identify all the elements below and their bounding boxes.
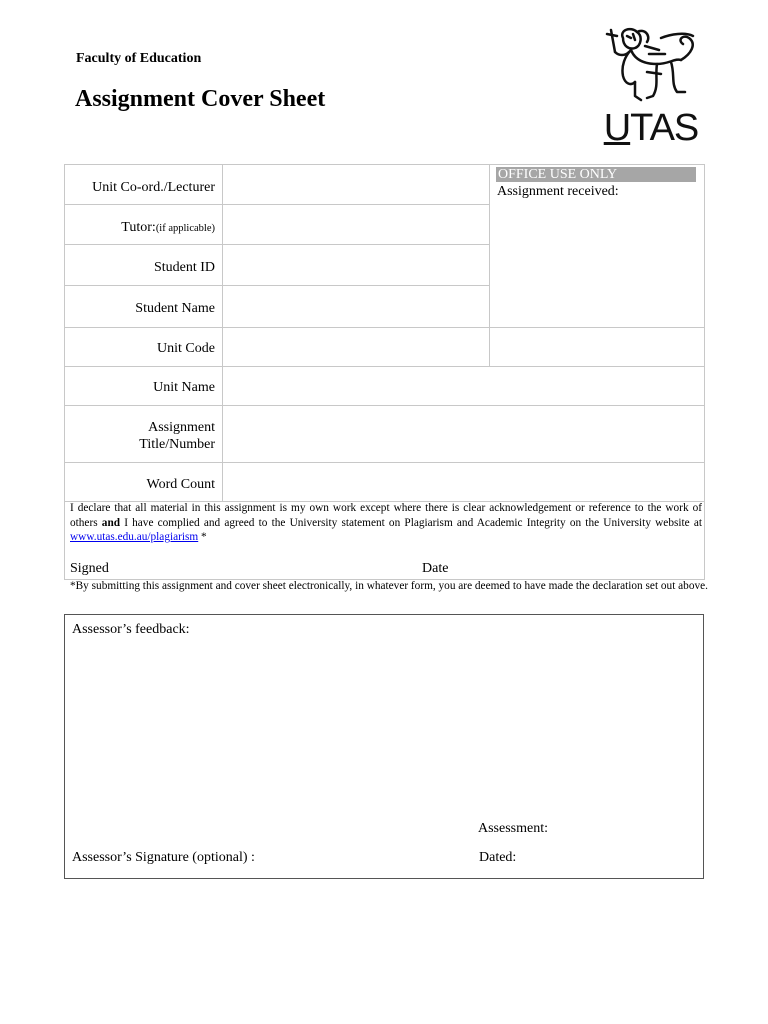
row-label: Word Count [146,477,215,492]
value-student-id[interactable] [223,245,489,285]
row-student-name [64,286,215,327]
utas-wordmark: UTAS [603,107,699,149]
row-label: Assignment [148,420,215,435]
value-assignment-title[interactable] [223,406,704,462]
assessor-signature-label: Assessor’s Signature (optional) : [72,850,255,865]
value-word-count[interactable] [223,463,704,501]
row-unit-coordinator [64,165,215,204]
row-label: Student Name [135,301,215,316]
row-label: Title/Number [139,437,215,452]
row-label: Tutor:(if applicable) [121,220,215,235]
office-divider [489,164,490,367]
value-unit-code[interactable] [223,328,489,366]
signed-label: Signed [70,561,109,576]
assessor-feedback-box [64,614,704,879]
value-tutor[interactable] [223,205,489,244]
row-student-id [64,245,215,285]
row-unit-code [64,328,215,366]
row-label: Unit Co-ord./Lecturer [92,180,215,195]
assessment-label: Assessment: [478,821,548,836]
utas-logo [601,26,701,148]
row-label: Student ID [153,260,215,275]
row-unit-name [64,367,215,405]
page-title: Assignment Cover Sheet [75,86,326,112]
assignment-received-label: Assignment received: [497,184,619,199]
row-label: Unit Code [157,341,215,356]
assessor-feedback-label: Assessor’s feedback: [72,622,190,637]
dated-label: Dated: [479,850,517,865]
value-student-name[interactable] [223,286,489,327]
office-use-heading: OFFICE USE ONLY [496,167,696,182]
lion-crest-icon [601,26,701,110]
value-unit-coordinator[interactable] [223,165,489,204]
row-label: Unit Name [153,380,215,395]
label-note: (if applicable) [155,223,215,234]
value-unit-name[interactable] [223,367,704,405]
row-tutor [64,205,215,244]
faculty-name: Faculty of Education [76,51,202,66]
row-assignment-title [64,406,215,462]
submission-footnote: *By submitting this assignment and cover sheet electronically, in whatever form, you are deemed to have made the declaration set out above. [70,580,708,592]
date-label: Date [422,561,449,576]
row-word-count [64,463,215,501]
declaration-text: I declare that all material in this assignment is my own work except where there is clear acknowledgement or reference to the work of others and I have complied and agreed to the University statement on Plagiarism and Academic Integrity on the University website at www.utas.edu.au/plagiarism * [70,502,702,543]
plagiarism-link[interactable]: www.utas.edu.au/plagiarism [70,531,199,543]
